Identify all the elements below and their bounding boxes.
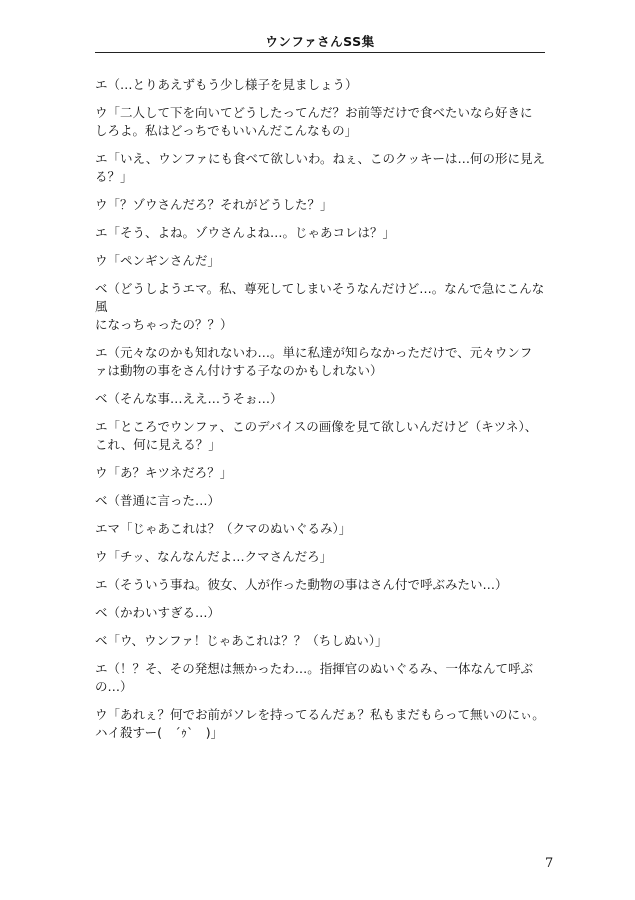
paragraph: エ（！？そ、その発想は無かったわ…。指揮官のぬいぐるみ、一体なんて呼ぶ の…） bbox=[95, 661, 534, 694]
paragraph: ウ「ペンギンさんだ」 bbox=[95, 253, 220, 268]
body-text bbox=[95, 76, 555, 752]
paragraph: ベ「ウ、ウンファ！じゃあこれは？？（ちしぬい）」 bbox=[95, 633, 388, 648]
paragraph: ウ「？ゾウさんだろ？それがどうした？」 bbox=[95, 197, 333, 212]
paragraph: ベ（どうしようエマ。私、尊死してしまいそうなんだけど…。なんで急にこんな風 になっちゃったの？？） bbox=[95, 281, 545, 332]
paragraph: エマ「じゃあこれは？（クマのぬいぐるみ）」 bbox=[95, 521, 352, 536]
paragraph: エ「いえ、ウンファにも食べて欲しいわ。ねぇ、このクッキーは…何の形に見え る？」 bbox=[95, 151, 546, 184]
paragraph: ベ（かわいすぎる…） bbox=[95, 605, 221, 620]
paragraph: エ（そういう事ね。彼女、人が作った動物の事はさん付で呼ぶみたい…） bbox=[95, 577, 508, 592]
paragraph: エ（元々なのかも知れないわ…。単に私達が知らなかっただけで、元々ウンフ ァは動物の事をさん付けする子なのかもしれない） bbox=[95, 345, 533, 378]
paragraph: エ（…とりあえずもう少し様子を見ましょう） bbox=[95, 77, 358, 92]
paragraph: ベ（普通に言った…） bbox=[95, 493, 221, 508]
paragraph: ウ「あれぇ？何でお前がソレを持ってるんだぁ？私もまだもらって無いのにぃ。 ハイ殺すー( ´ｩ` )」 bbox=[95, 707, 545, 740]
paragraph: ベ（そんな事…ええ…うそぉ…） bbox=[95, 391, 283, 406]
running-header: ウンファさんSS集 bbox=[265, 34, 375, 49]
paragraph: ウ「二人して下を向いてどうしたってんだ？お前等だけで食べたいなら好きに しろよ。私はどっちでもいいんだこんなもの」 bbox=[95, 105, 533, 138]
paragraph: エ「ところでウンファ、このデバイスの画像を見て欲しいんだけど（キツネ）、 これ、何に見える？」 bbox=[95, 419, 538, 452]
paragraph: エ「そう、よね。ゾウさんよね…。じゃあコレは？」 bbox=[95, 225, 396, 240]
paragraph: ウ「チッ、なんなんだよ…クマさんだろ」 bbox=[95, 549, 333, 564]
paragraph: ウ「あ？キツネだろ？」 bbox=[95, 465, 233, 480]
header-rule bbox=[95, 52, 545, 53]
page-number: 7 bbox=[545, 856, 554, 871]
